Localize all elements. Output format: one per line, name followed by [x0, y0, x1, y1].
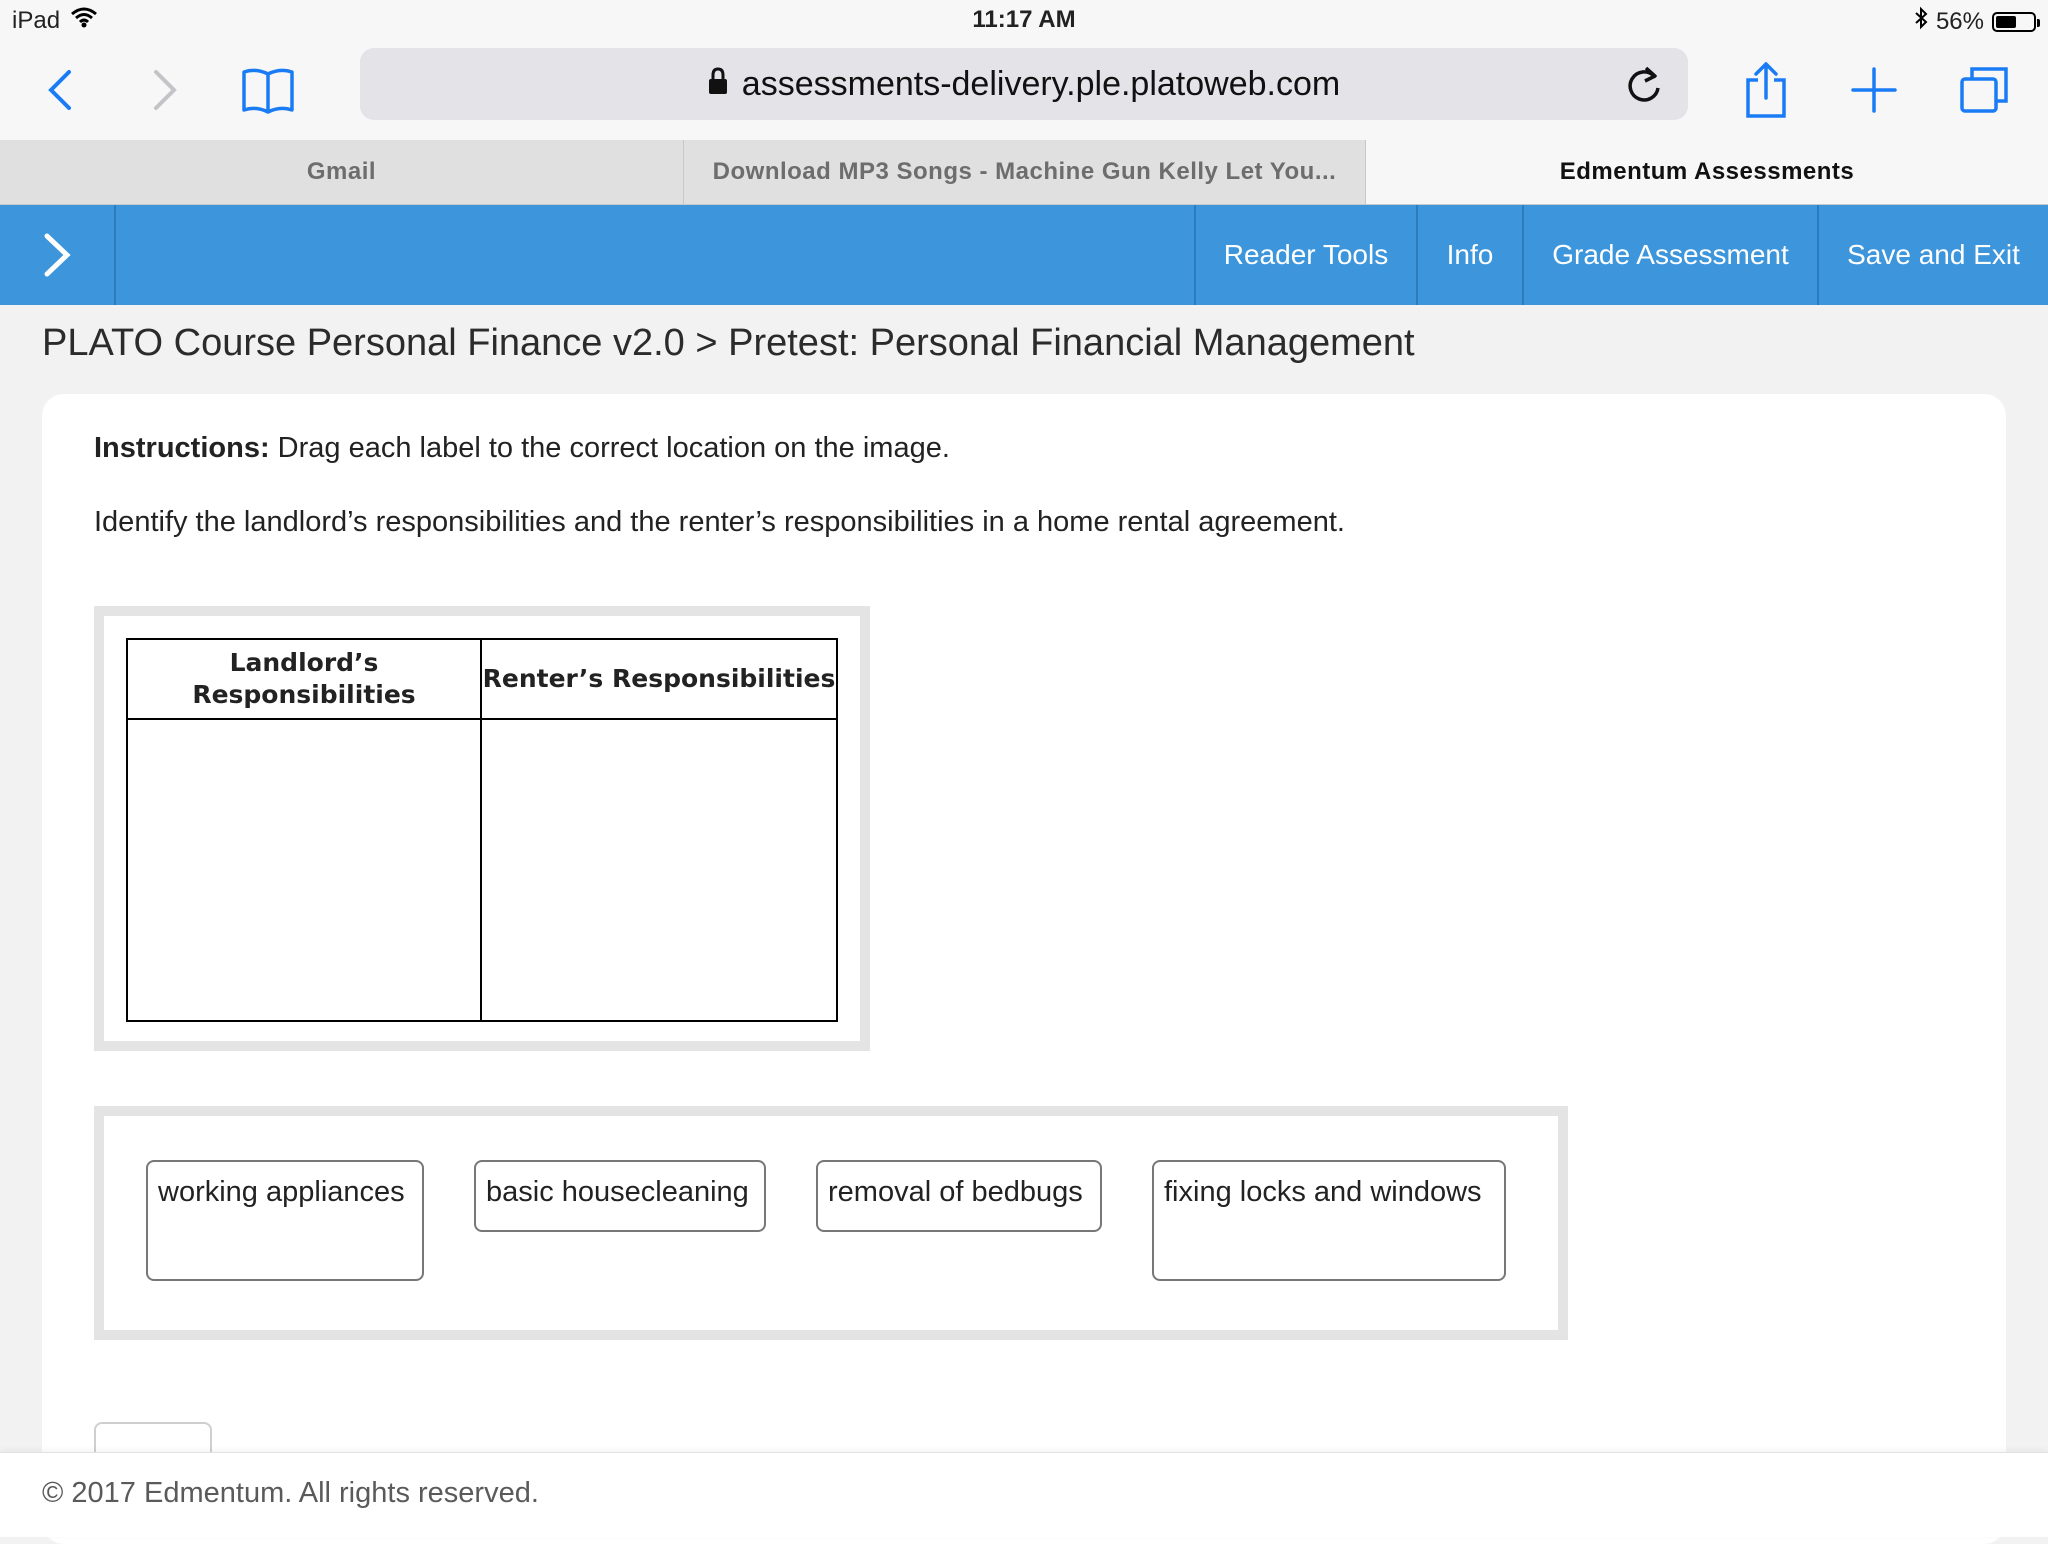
tab-edmentum[interactable]: Edmentum Assessments: [1366, 140, 2048, 204]
breadcrumb: PLATO Course Personal Finance v2.0 > Pretest: Personal Financial Management: [42, 322, 1415, 364]
device-name: iPad: [12, 6, 61, 34]
renter-drop-zone[interactable]: [482, 720, 836, 1020]
label-basic-housecleaning[interactable]: basic housecleaning: [474, 1160, 766, 1232]
url-text: assessments-delivery.ple.platoweb.com: [741, 64, 1341, 103]
drop-target-image: [94, 606, 870, 1051]
reader-tools-button[interactable]: Reader Tools: [1194, 205, 1416, 305]
label-tray: [94, 1106, 1568, 1340]
app-nav-bar: [0, 205, 2048, 305]
status-time: 11:17 AM: [972, 6, 1076, 33]
chevron-right-icon: [41, 232, 73, 278]
browser-toolbar: [0, 42, 2048, 140]
tab-download-mp3[interactable]: Download MP3 Songs - Machine Gun Kelly Let You...: [684, 140, 1366, 204]
save-and-exit-button[interactable]: Save and Exit: [1817, 205, 2048, 305]
label-removal-of-bedbugs[interactable]: removal of bedbugs: [816, 1160, 1102, 1232]
renter-header: Renter’s Responsibilities: [482, 640, 836, 720]
status-right: [1914, 6, 2036, 37]
responsibilities-table: [126, 638, 838, 1022]
browser-tab-strip: [0, 140, 2048, 205]
address-bar[interactable]: [360, 48, 1688, 120]
reload-icon[interactable]: [1624, 62, 1664, 111]
back-button[interactable]: [30, 60, 90, 120]
instructions-label: Instructions:: [94, 432, 270, 464]
instructions: [94, 432, 950, 465]
question-prompt: Identify the landlord’s responsibilities and the renter’s responsibilities in a home rental agreement.: [94, 506, 1345, 538]
grade-assessment-button[interactable]: Grade Assessment: [1522, 205, 1817, 305]
landlord-header: Landlord’s Responsibilities: [128, 640, 482, 720]
lock-icon: [708, 65, 728, 104]
copyright-text: © 2017 Edmentum. All rights reserved.: [42, 1477, 539, 1509]
status-bar: [0, 0, 2048, 42]
landlord-drop-zone[interactable]: [128, 720, 482, 1020]
bluetooth-icon: [1914, 6, 1928, 37]
forward-button[interactable]: [135, 60, 195, 120]
label-fixing-locks-and-windows[interactable]: fixing locks and windows: [1152, 1160, 1506, 1281]
battery-icon: [1992, 12, 2036, 32]
tabs-overview-icon[interactable]: [1954, 60, 2014, 120]
share-icon[interactable]: [1736, 60, 1796, 120]
battery-fill: [1996, 16, 2016, 28]
battery-percent: 56%: [1935, 7, 1984, 35]
menu-toggle-button[interactable]: [0, 205, 116, 305]
instructions-text: Drag each label to the correct location on the image.: [269, 432, 950, 464]
label-working-appliances[interactable]: working appliances: [146, 1160, 424, 1281]
bookmarks-icon[interactable]: [238, 60, 298, 120]
footer: [0, 1452, 2048, 1537]
tab-gmail[interactable]: Gmail: [0, 140, 684, 204]
info-button[interactable]: Info: [1416, 205, 1522, 305]
new-tab-icon[interactable]: [1844, 60, 1904, 120]
